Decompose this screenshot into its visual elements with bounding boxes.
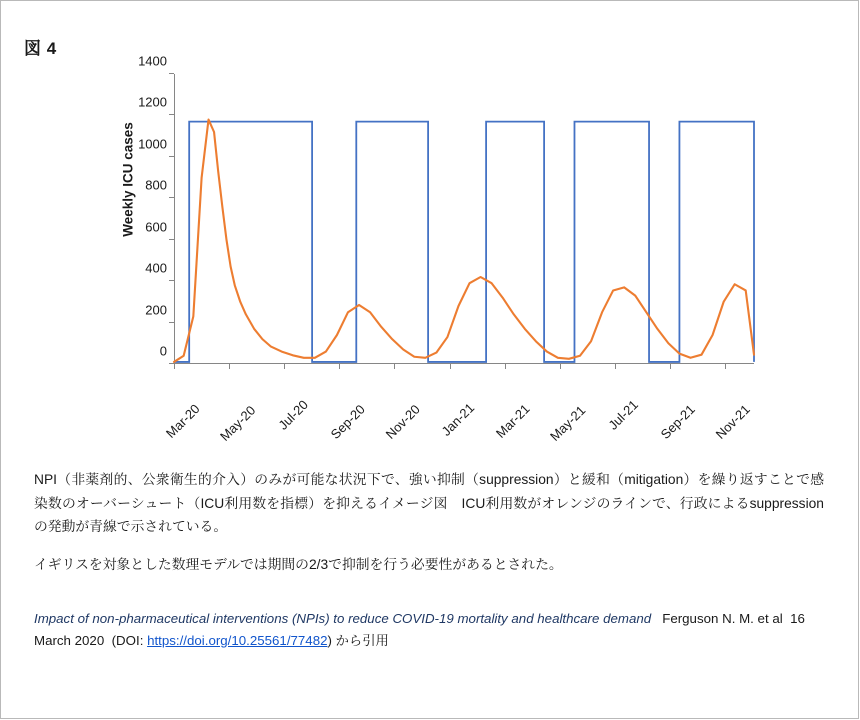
- y-tick-label: 600: [145, 219, 167, 235]
- reference-title: Impact of non-pharmaceutical interventions (NPIs) to reduce COVID-19 mortality and healthcare demand: [34, 611, 652, 626]
- chart-series-svg: [174, 74, 754, 364]
- y-tick-label: 1400: [138, 53, 167, 69]
- y-tick-label: 200: [145, 302, 167, 318]
- x-tick-label: Mar-21: [492, 401, 533, 441]
- y-tick-label: 400: [145, 260, 167, 276]
- x-tick-mark: [560, 364, 561, 369]
- x-tick-label: Mar-20: [162, 401, 203, 441]
- y-tick-label: 0: [159, 343, 167, 359]
- caption-paragraph-1: NPI（非薬剤的、公衆衛生的介入）のみが可能な状況下で、強い抑制（suppression）と緩和（mitigation）を繰り返すことで感染数のオーバーシュート（ICU利用数を指標）を抑えるイメージ図 ICU利用数がオレンジのラインで、行政によるsuppressionの発動が青線で示されている。: [34, 472, 824, 535]
- reference-authors: Ferguson N. M. et al: [662, 611, 783, 626]
- x-tick-mark: [394, 364, 395, 369]
- figure-title: 図 4: [24, 39, 57, 58]
- x-tick-label: Jul-20: [275, 397, 311, 433]
- plot-area: [138, 53, 754, 444]
- reference-date: 16 March 2020: [34, 611, 805, 648]
- x-tick-mark: [725, 364, 726, 369]
- doi-link[interactable]: https://doi.org/10.25561/77482: [147, 632, 328, 648]
- x-tick-mark: [505, 364, 506, 369]
- x-tick-mark: [174, 364, 175, 369]
- x-tick-mark: [339, 364, 340, 369]
- reference-doi-prefix: (DOI:: [111, 632, 144, 648]
- x-tick-mark: [670, 364, 671, 369]
- chart: [100, 53, 800, 444]
- y-tick-label: 800: [145, 177, 167, 193]
- x-tick-label: Sep-20: [327, 401, 368, 442]
- x-tick-label: Nov-20: [382, 401, 423, 442]
- x-tick-mark: [229, 364, 230, 369]
- x-tick-mark: [450, 364, 451, 369]
- reference-doi-suffix: ) から引用: [327, 632, 389, 648]
- caption: [34, 468, 824, 591]
- suppression-line: [174, 122, 754, 362]
- x-tick-label: Jul-21: [605, 397, 641, 433]
- x-tick-label: May-20: [217, 402, 259, 444]
- y-tick-label: 1000: [138, 136, 167, 152]
- x-tick-mark: [615, 364, 616, 369]
- y-axis-title: Weekly ICU cases: [120, 122, 136, 237]
- y-tick-label: 1200: [138, 94, 167, 110]
- plot-frame: [138, 53, 754, 444]
- icu-cases-line: [174, 120, 754, 362]
- caption-paragraph-2: イギリスを対象とした数理モデルでは期間の2/3で抑制を行う必要性があるとされた。: [34, 557, 563, 573]
- x-tick-label: Jan-21: [438, 400, 478, 439]
- x-tick-mark: [284, 364, 285, 369]
- reference: [34, 608, 834, 651]
- x-tick-label: May-21: [547, 402, 589, 444]
- x-tick-label: Sep-21: [657, 401, 698, 442]
- x-tick-label: Nov-21: [712, 401, 753, 442]
